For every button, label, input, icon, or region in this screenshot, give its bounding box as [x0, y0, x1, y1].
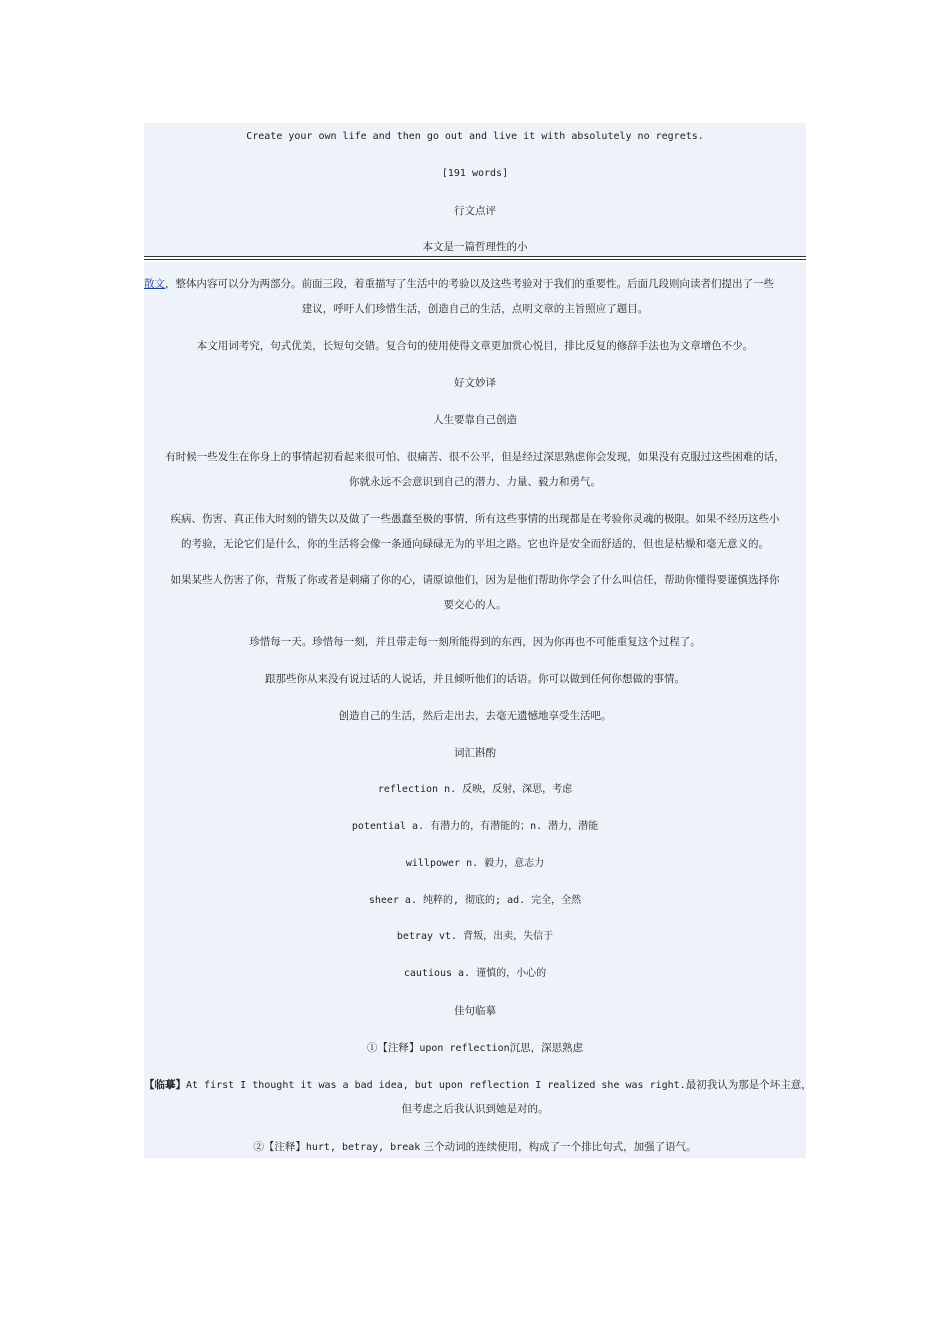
word-count: [191 words] [441, 168, 509, 179]
imitation-heading: 佳句临摹 [454, 1005, 496, 1017]
vocabulary-item: sheer a. 纯粹的, 彻底的; ad. 完全，全然 [368, 895, 582, 906]
example-chinese-1: 最初我认为那是个坏主意， [685, 1079, 812, 1091]
translation-paragraph-1-line-1: 有时候一些发生在你身上的事情起初看起来很可怕、很痛苦、很不公平，但是经过深思熟虑你会发现，如果没有克服过这些困难的话， [165, 451, 785, 463]
divider-top [144, 256, 806, 257]
note-2 [144, 1140, 806, 1155]
example-line-1 [144, 1078, 812, 1093]
translation-paragraph-1-line-2: 你就永远不会意识到自己的潜力、力量、毅力和勇气。 [349, 476, 601, 488]
vocabulary-item: potential a. 有潜力的，有潜能的；n. 潜力，潜能 [351, 821, 599, 832]
vocabulary-item: willpower n. 毅力，意志力 [405, 858, 545, 869]
note-2-verbs: hurt, betray, break [305, 1142, 421, 1153]
note-1-gloss: 沉思，深思熟虑 [509, 1042, 584, 1054]
note-1-phrase: upon reflection [419, 1043, 510, 1054]
review-lead: 本文是一篇哲理性的小 [422, 241, 528, 253]
divider-bottom [144, 259, 806, 260]
translation-heading: 好文妙译 [454, 377, 496, 389]
example-line-2: 但考虑之后我认识到她是对的。 [401, 1103, 549, 1115]
example-english: At first I thought it was a bad idea, but upon reflection I realized she was right. [186, 1080, 686, 1091]
example-label: 【临摹】 [144, 1079, 186, 1091]
essay-link[interactable]: 散文 [144, 278, 165, 290]
review-paragraph-2: 本文用词考究，句式优美，长短句交错。复合句的使用使得文章更加赏心悦目，排比反复的修辞手法也为文章增色不少。 [196, 340, 754, 352]
review-paragraph-1-line-2: 建议，呼吁人们珍惜生活，创造自己的生活，点明文章的主旨照应了题目。 [301, 303, 649, 315]
translation-paragraph-2-line-2: 的考验，无论它们是什么，你的生活将会像一条通向碌碌无为的平坦之路。它也许是安全而舒适的，但也是枯燥和毫无意义的。 [181, 538, 769, 550]
translation-paragraph-3-line-1: 如果某些人伤害了你，背叛了你或者是刺痛了你的心，请原谅他们，因为是他们帮助你学会了什么叫信任，帮助你懂得要谨慎选择你 [170, 574, 780, 586]
review-paragraph-1-line-1 [144, 277, 806, 291]
note-2-text: 三个动词的连续使用，构成了一个排比句式，加强了语气。 [420, 1141, 697, 1153]
note-1 [144, 1041, 806, 1056]
translation-paragraph-4: 珍惜每一天。珍惜每一刻，并且带走每一刻所能得到的东西，因为你再也不可能重复这个过程了。 [249, 636, 701, 648]
translation-paragraph-3-line-2: 要交心的人。 [443, 599, 507, 611]
translation-paragraph-6: 创造自己的生活，然后走出去，去毫无遗憾地享受生活吧。 [338, 710, 612, 722]
translation-paragraph-5: 跟那些你从来没有说过话的人说话，并且倾听他们的话语。你可以做到任何你想做的事情。 [265, 673, 685, 685]
note-2-label: ②【注释】 [253, 1141, 306, 1153]
vocabulary-item: betray vt. 背叛，出卖，失信于 [396, 931, 554, 942]
closing-quote: Create your own life and then go out and live it with absolutely no regrets. [246, 131, 704, 142]
translation-title: 人生要靠自己创造 [433, 414, 517, 426]
review-paragraph-1-text: ，整体内容可以分为两部分。前面三段，着重描写了生活中的考验以及这些考验对于我们的重要性。后面几段则向读者们提出了一些 [165, 278, 774, 290]
note-1-label: ①【注释】 [366, 1042, 420, 1054]
vocabulary-item: cautious a. 谨慎的，小心的 [403, 968, 547, 979]
vocabulary-heading: 词汇斟酌 [454, 747, 496, 759]
vocabulary-item: reflection n. 反映，反射，深思，考虑 [377, 784, 573, 795]
translation-paragraph-2-line-1: 疾病、伤害、真正伟大时刻的错失以及做了一些愚蠢至极的事情，所有这些事情的出现都是在考验你灵魂的极限。如果不经历这些小 [170, 513, 780, 525]
review-heading: 行文点评 [454, 205, 496, 217]
